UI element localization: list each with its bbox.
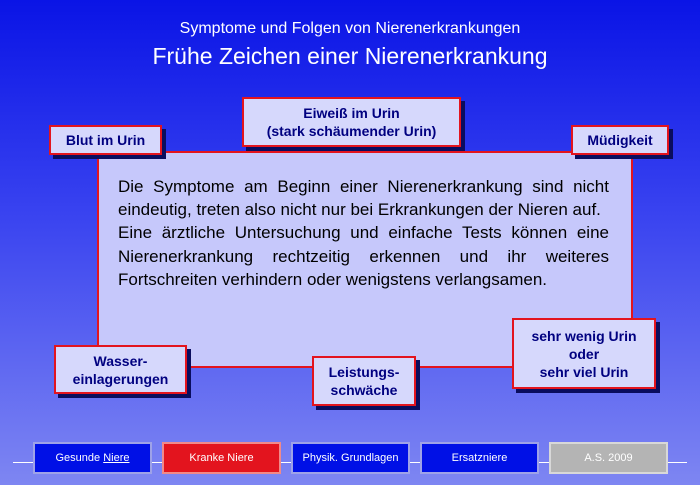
nav-gesunde-link[interactable]: Niere <box>103 452 130 464</box>
label-urin-line2: oder <box>568 345 600 362</box>
label-wasser-line1: Wasser- <box>93 352 148 369</box>
nav-button-physik-grundlagen[interactable] <box>291 442 410 474</box>
label-wassereinlagerungen <box>54 345 187 394</box>
main-text <box>118 175 609 291</box>
label-blut-text: Blut im Urin <box>65 132 146 148</box>
page-subtitle: Symptome und Folgen von Nierenerkrankungen <box>179 20 521 37</box>
nav-button-gesunde-niere[interactable] <box>33 442 152 474</box>
label-eiweiss-line1: Eiweiß im Urin <box>303 105 400 121</box>
label-leistung-line1: Leistungs- <box>328 364 400 380</box>
nav-credit-box <box>549 442 668 474</box>
label-urin-line3: sehr viel Urin <box>539 363 629 380</box>
label-leistung-line2: schwäche <box>330 382 398 398</box>
label-eiweiss-line2: (stark schäumender Urin) <box>266 123 437 139</box>
label-urinmenge <box>512 318 656 389</box>
nav-ersatz-label: Ersatzniere <box>451 452 508 464</box>
page-title: Frühe Zeichen einer Nierenerkrankung <box>152 43 548 69</box>
main-paragraph-1: Die Symptome am Beginn einer Nierenerkrankung sind nicht eindeutig, treten also nicht nur bei Erkrankungen der Nieren auf. <box>118 177 609 220</box>
nav-gesunde-prefix: Gesunde <box>55 452 104 464</box>
label-eiweiss-im-urin <box>242 97 461 147</box>
main-paragraph-2: Eine ärztliche Untersuchung und einfache Tests können eine Nierenerkrankung rechtzeitig erkennen und ihr weiteres Fortschreiten verhindern oder wenigstens verlangsamen. <box>118 223 609 289</box>
nav-physik-label: Physik. Grundlagen <box>302 452 399 464</box>
label-leistungsschwaeche <box>312 356 416 406</box>
nav-credit-label: A.S. 2009 <box>584 452 633 464</box>
nav-button-kranke-niere[interactable] <box>162 442 281 474</box>
label-urin-line1: sehr wenig Urin <box>531 327 637 344</box>
label-blut-im-urin <box>49 125 162 155</box>
nav-button-ersatzniere[interactable] <box>420 442 539 474</box>
label-wasser-line2: einlagerungen <box>72 370 169 387</box>
nav-kranke-label: Kranke Niere <box>189 452 254 464</box>
label-muedigkeit <box>571 125 669 155</box>
label-muedigkeit-text: Müdigkeit <box>587 132 653 148</box>
